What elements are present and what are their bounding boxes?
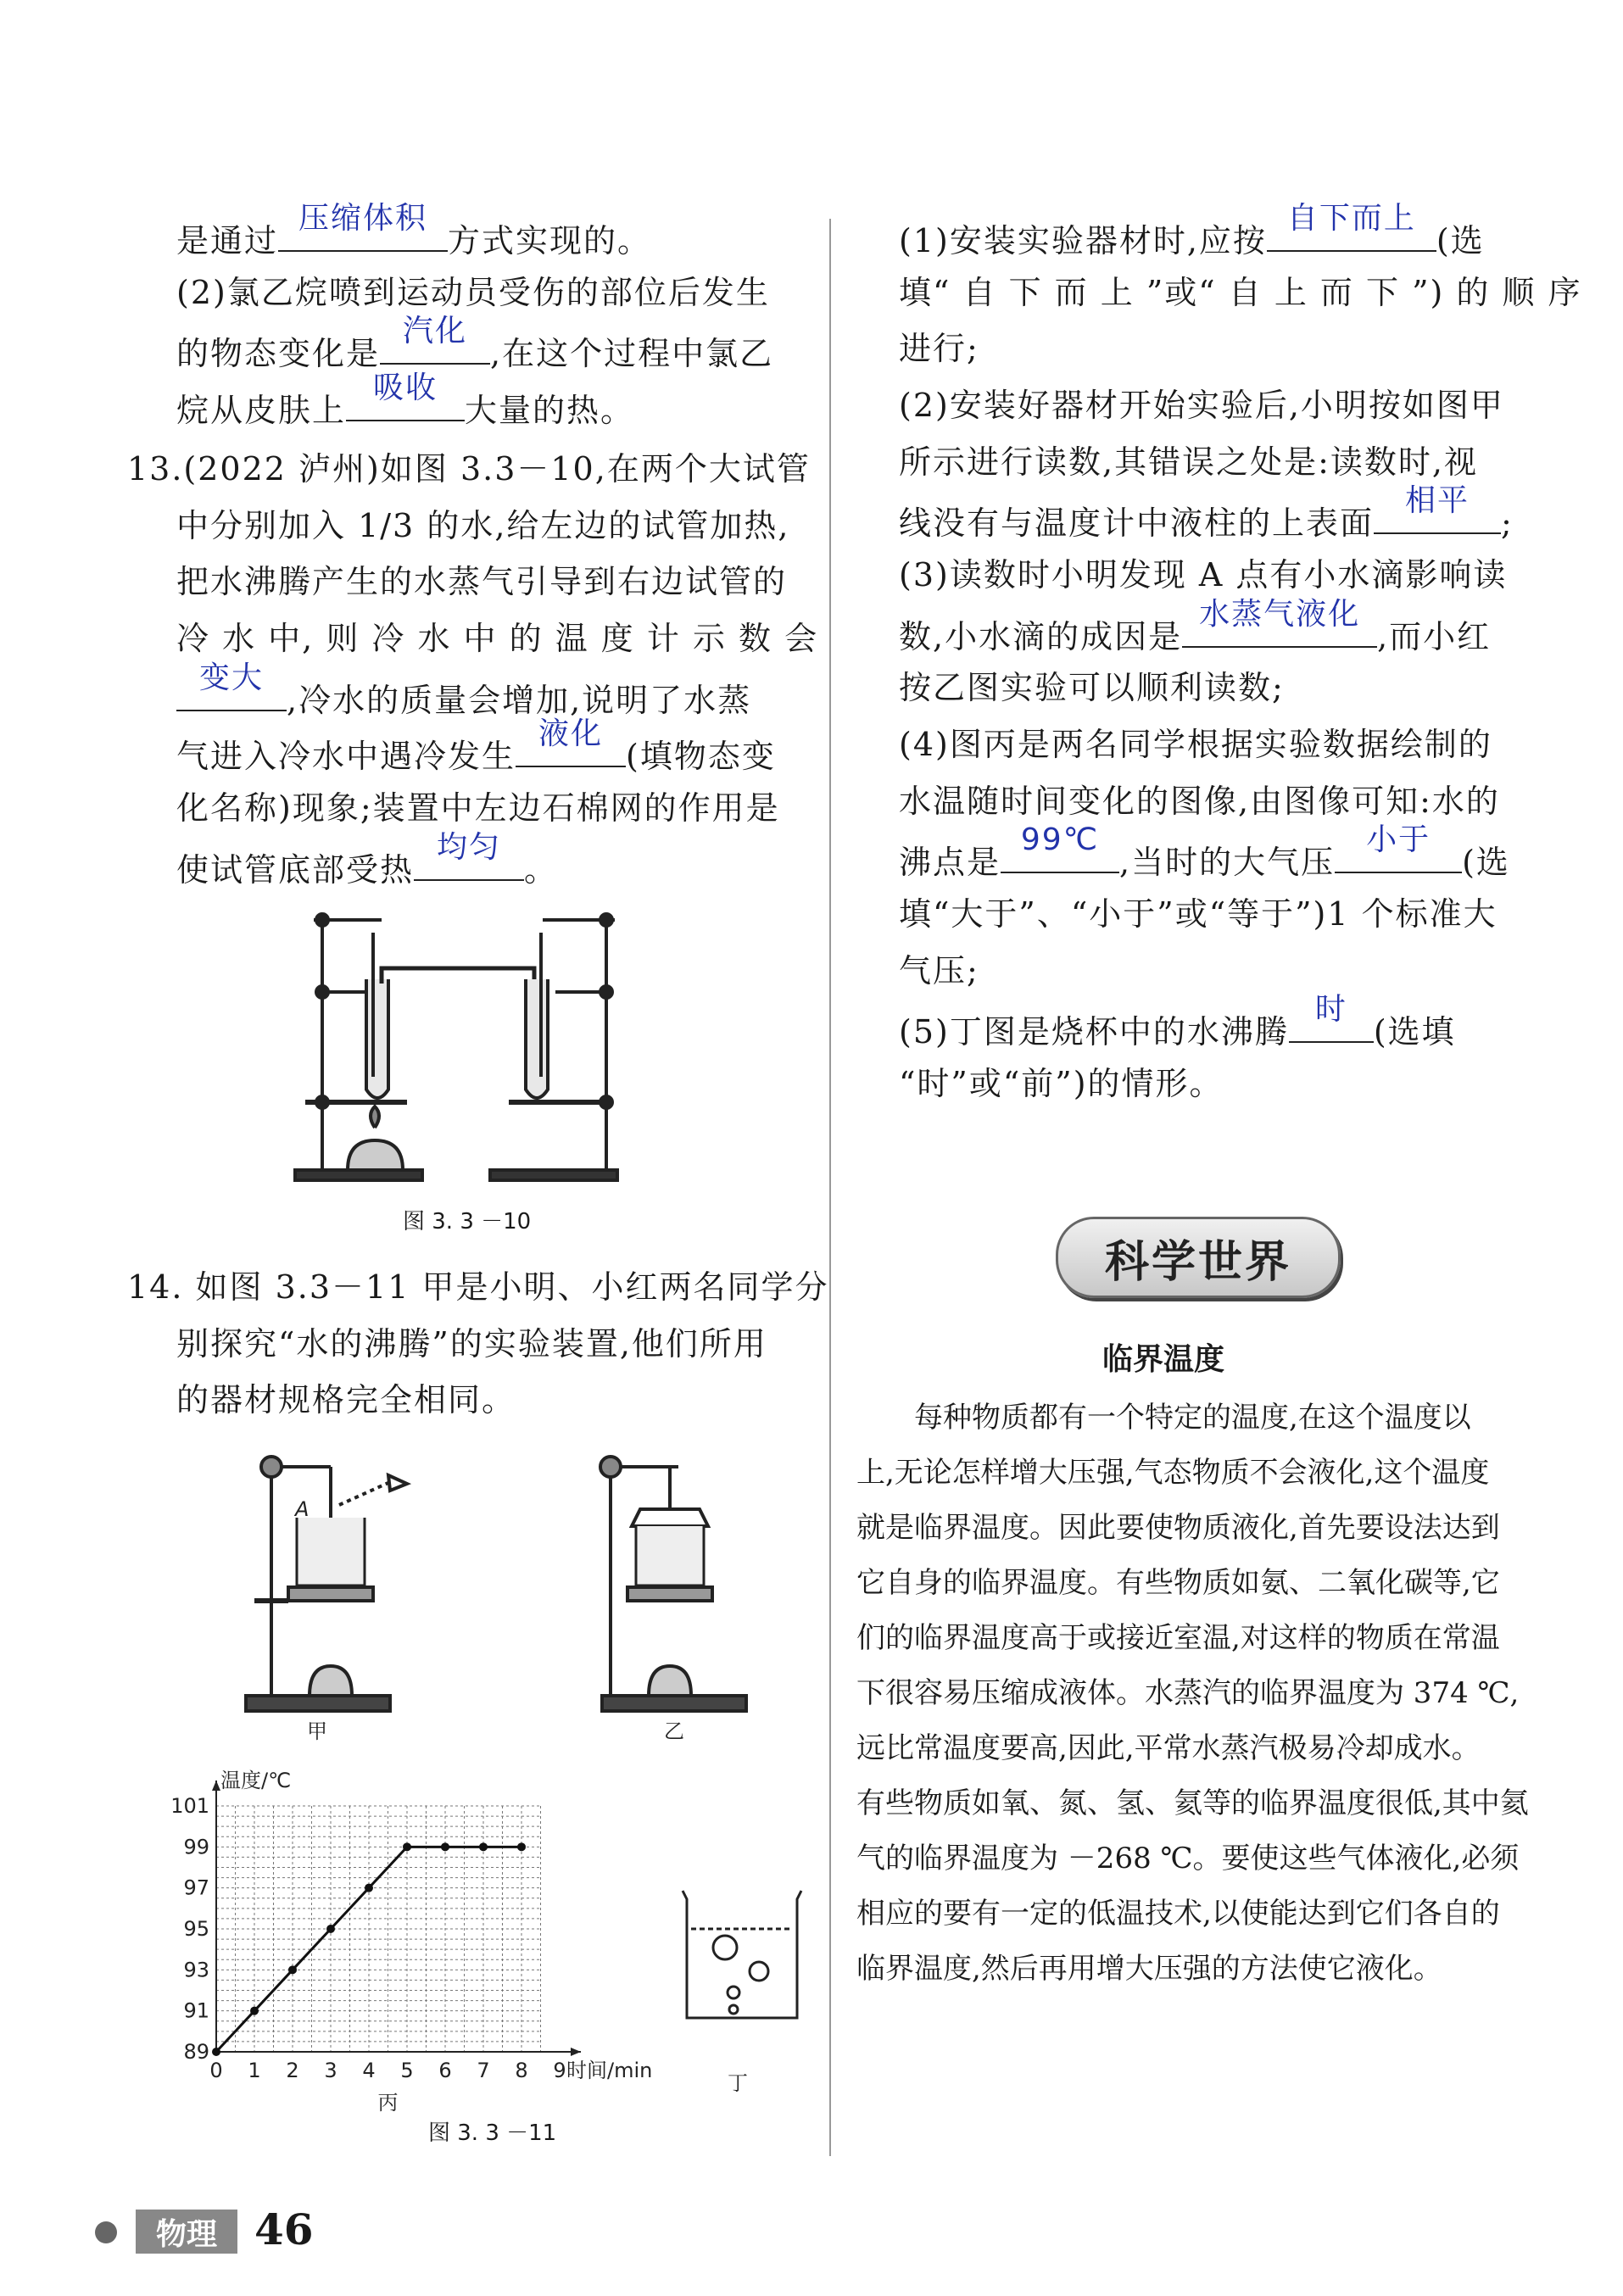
- paragraph-line: 远比常温度要高,因此,平常水蒸汽极易冷却成水。: [856, 1731, 1481, 1765]
- right-line3: 进行;: [899, 330, 979, 367]
- q13-line2: 中分别加入 1/3 的水,给左边的试管加热,: [176, 507, 790, 544]
- label-bing: 丙: [377, 2091, 399, 2115]
- temperature-time-chart: [153, 1764, 678, 2120]
- bubble: [713, 1936, 737, 1959]
- figure-3-3-11-apparatus: [237, 1441, 763, 1743]
- right-line15: (5)丁图是烧杯中的水沸腾 时 (选填: [899, 992, 1456, 1050]
- x-tick-label: 4: [362, 2059, 376, 2082]
- q12-line2: (2)氯乙烷喷到运动员受伤的部位后发生: [176, 274, 770, 311]
- answer-blank[interactable]: 变大: [176, 676, 287, 711]
- x-tick-label: 1: [248, 2059, 261, 2082]
- right-line1: (1)安装实验器材时,应按 自下而上 (选: [899, 201, 1485, 259]
- paragraph-line: 有些物质如氧、氮、氢、氦等的临界温度很低,其中氦: [856, 1786, 1529, 1820]
- x-axis-arrow: [571, 2048, 581, 2056]
- q14-line3: 的器材规格完全相同。: [176, 1381, 516, 1418]
- paragraph-line: 每种物质都有一个特定的温度,在这个温度以: [856, 1401, 1471, 1435]
- bubble: [750, 1962, 768, 1981]
- q14-line1: 14. 如图 3.3－11 甲是小明、小红两名同学分: [127, 1268, 829, 1306]
- x-tick-label: 7: [477, 2059, 490, 2082]
- x-tick-label: 5: [400, 2059, 414, 2082]
- right-line8: 数,小水滴的成因是 水蒸气液化 ,而小红: [899, 597, 1492, 655]
- figure-caption: 图 3. 3 －10: [403, 1209, 532, 1234]
- y-tick-label: 93: [183, 1958, 209, 1982]
- y-tick-label: 101: [170, 1794, 209, 1818]
- page-number: 46: [254, 2204, 314, 2254]
- right-line16: “时”或“前”)的情形。: [899, 1065, 1224, 1102]
- label-yi: 乙: [664, 1719, 684, 1743]
- paragraph-line: 们的临界温度高于或接近室温,对这样的物质在常温: [856, 1621, 1500, 1655]
- answer-blank[interactable]: 小于: [1335, 838, 1462, 873]
- answer-blank[interactable]: 液化: [516, 732, 626, 767]
- q13-line1: 13.(2022 泸州)如图 3.3－10,在两个大试管: [127, 450, 811, 488]
- figure-3-3-10-apparatus: [288, 899, 644, 1187]
- x-tick-label: 8: [515, 2059, 528, 2082]
- data-point: [365, 1884, 373, 1892]
- right-line10: (4)图丙是两名同学根据实验数据绘制的: [899, 726, 1492, 763]
- paragraph-line: 就是临界温度。因此要使物质液化,首先要设法达到: [856, 1511, 1500, 1545]
- x-tick-label: 6: [438, 2059, 452, 2082]
- data-point: [517, 1842, 526, 1851]
- data-point: [403, 1842, 411, 1851]
- paragraph-line: 气的临界温度为 －268 ℃。要使这些气体液化,必须: [856, 1842, 1520, 1875]
- y-tick-label: 91: [183, 1998, 209, 2023]
- beaker-ding: [670, 1878, 806, 2098]
- paragraph-line: 下很容易压缩成液体。水蒸汽的临界温度为 374 ℃,: [856, 1676, 1520, 1710]
- data-point: [479, 1842, 488, 1851]
- right-line13: 填“大于”、“小于”或“等于”)1 个标准大: [899, 895, 1498, 933]
- q14-line2: 别探究“水的沸腾”的实验装置,他们所用: [176, 1325, 767, 1363]
- paragraph-line: 临界温度,然后再用增大压强的方法使它液化。: [856, 1952, 1442, 1986]
- label-A: A: [295, 1497, 310, 1521]
- right-line5: 所示进行读数,其错误之处是:读数时,视: [899, 443, 1478, 481]
- science-article-body: [856, 1390, 1535, 1997]
- answer-blank[interactable]: 吸收: [346, 386, 465, 421]
- data-point: [326, 1925, 335, 1933]
- answer-blank[interactable]: 均匀: [414, 845, 524, 881]
- y-tick-label: 95: [183, 1917, 209, 1941]
- answer-blank[interactable]: 时: [1289, 1007, 1374, 1043]
- label-jia: 甲: [307, 1719, 327, 1743]
- footer-dot-icon: [95, 2221, 117, 2243]
- x-axis-label: 时间/min: [566, 2059, 653, 2082]
- paragraph-line: 上,无论怎样增大压强,气态物质不会液化,这个温度: [856, 1456, 1490, 1490]
- answer-blank[interactable]: 水蒸气液化: [1182, 612, 1377, 648]
- answer-blank[interactable]: 相平: [1374, 499, 1501, 534]
- x-tick-label: 9: [553, 2059, 566, 2082]
- q13-line4: 冷 水 中, 则 冷 水 中 的 温 度 计 示 数 会: [176, 620, 819, 657]
- answer-blank[interactable]: 自下而上: [1267, 216, 1436, 252]
- x-tick-label: 2: [286, 2059, 299, 2082]
- figure-caption: 图 3. 3 －11: [428, 2120, 557, 2146]
- data-point: [441, 1842, 449, 1851]
- data-point: [288, 1965, 297, 1974]
- q13-line7: 化名称)现象;装置中左边石棉网的作用是: [176, 789, 780, 827]
- x-tick-label: 3: [324, 2059, 337, 2082]
- data-point: [212, 2048, 220, 2056]
- science-article-title: 临界温度: [1102, 1342, 1225, 1377]
- q13-line8: 使试管底部受热 均匀 。: [176, 830, 559, 889]
- q12-line1: 是通过 压缩体积 方式实现的。: [176, 201, 652, 259]
- y-tick-label: 97: [183, 1875, 209, 1900]
- subject-badge: 物理: [136, 2210, 237, 2254]
- right-line6: 线没有与温度计中液柱的上表面 相平 ;: [899, 483, 1514, 542]
- answer-blank[interactable]: 99℃: [1001, 838, 1119, 873]
- q13-line3: 把水沸腾产生的水蒸气引导到右边试管的: [176, 563, 788, 600]
- q13-line5: 变大 ,冷水的质量会增加,说明了水蒸: [176, 676, 751, 720]
- right-line4: (2)安装好器材开始实验后,小明按如图甲: [899, 387, 1504, 424]
- right-line7: (3)读数时小明发现 A 点有小水滴影响读: [899, 556, 1508, 594]
- right-line12: 沸点是 99℃ ,当时的大气压 小于 (选: [899, 822, 1510, 881]
- answer-blank[interactable]: 汽化: [380, 329, 490, 365]
- right-line9: 按乙图实验可以顺利读数;: [899, 669, 1285, 706]
- paragraph-line: 它自身的临界温度。有些物质如氨、二氧化碳等,它: [856, 1566, 1500, 1600]
- y-axis-arrow: [212, 1781, 220, 1791]
- science-world-banner: 科学世界: [1056, 1217, 1341, 1298]
- column-divider: [829, 219, 831, 2156]
- paragraph-line: 相应的要有一定的低温技术,以使能达到它们各自的: [856, 1897, 1500, 1931]
- y-tick-label: 89: [183, 2040, 209, 2064]
- y-axis-label: 温度/℃: [220, 1769, 292, 1792]
- y-tick-label: 99: [183, 1835, 209, 1859]
- label-ding: 丁: [728, 2071, 748, 2095]
- q13-line6: 气进入冷水中遇冷发生 液化 (填物态变: [176, 716, 776, 775]
- data-point: [250, 2007, 259, 2015]
- q12-line4: 烷从皮肤上 吸收 大量的热。: [176, 371, 635, 429]
- bubble: [728, 1987, 739, 1998]
- right-line11: 水温随时间变化的图像,由图像可知:水的: [899, 783, 1500, 820]
- q12-line3: 的物态变化是 汽化 ,在这个过程中氯乙: [176, 314, 774, 372]
- bubble: [729, 2005, 738, 2014]
- right-line14: 气压;: [899, 952, 979, 989]
- x-tick-label: 0: [209, 2059, 223, 2082]
- answer-blank[interactable]: 压缩体积: [278, 216, 448, 252]
- right-line2: 填“ 自 下 而 上 ”或“ 自 上 而 下 ”) 的 顺 序: [899, 274, 1582, 311]
